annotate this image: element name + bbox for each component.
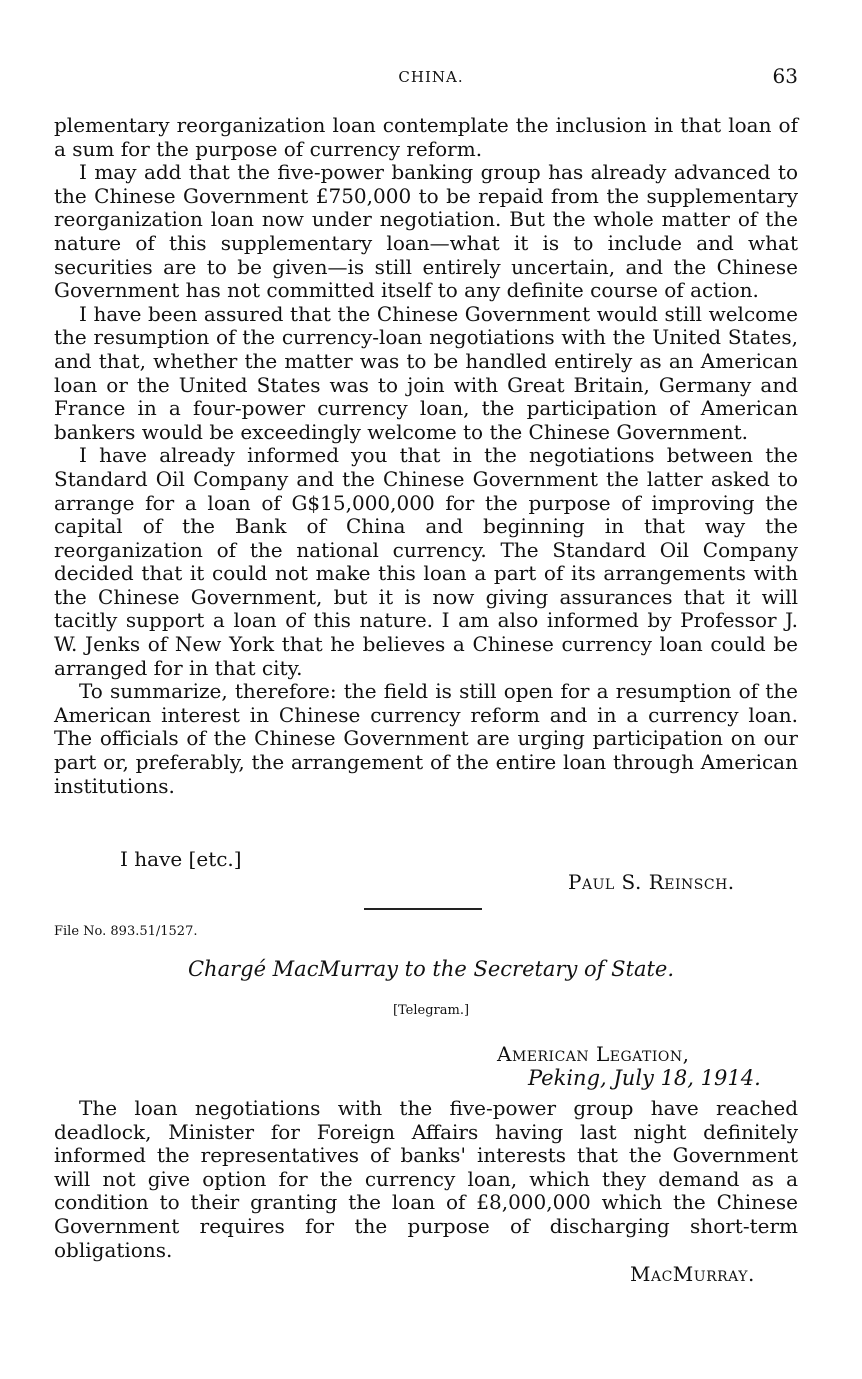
dateline-date: Peking, July 18, 1914.	[528, 1066, 761, 1090]
letter-signature: Paul S. Reinsch.	[568, 870, 735, 894]
letter-body	[54, 114, 798, 798]
letter-closing: I have [etc.]	[120, 847, 242, 871]
dateline-place: American Legation,	[497, 1042, 690, 1066]
letter-paragraph-1: plementary reorganization loan contemplate the inclusion in that loan of a sum for the purpose of currency reform.	[54, 113, 798, 161]
running-head	[0, 64, 862, 90]
file-number: File No. 893.51/1527.	[54, 924, 198, 939]
telegram-paragraph: The loan negotiations with the five-power group have reached deadlock, Minister for Foreign Affairs having last night definitely informed the representatives of banks' interests that the Government will not give option for the currency loan, which they demand as a condition to their granting the loan of £8,000,000 which the Chinese Government requires for the purpose of discharging short-term obligations.	[54, 1096, 798, 1262]
document-heading: Chargé MacMurray to the Secretary of State.	[187, 957, 675, 981]
telegram-signature: MacMurray.	[630, 1262, 755, 1286]
letter-paragraph-4: I have already informed you that in the negotiations between the Standard Oil Company and the Chinese Government the latter asked to arrange for a loan of G$15,000,000 for the purpose of improving the capital of the Bank of China and beginning in that way the reorganization of the national currency. The Standard Oil Company decided that it could not make this loan a part of its arrangements with the Chinese Government, but it is now giving assurances that it will tacitly support a loan of this nature. I am also informed by Professor J. W. Jenks of New York that he believes a Chinese currency loan could be arranged for in that city.	[54, 443, 798, 680]
section-divider	[364, 908, 482, 910]
letter-paragraph-3: I have been assured that the Chinese Government would still welcome the resumption of the currency-loan negotiations with the United States, and that, whether the matter was to be handled entirely as an American loan or the United States was to join with Great Britain, Germany and France in a four-power currency loan, the participation of American bankers would be exceedingly welcome to the Chinese Government.	[54, 301, 798, 444]
telegram-body	[54, 1097, 798, 1262]
letter-paragraph-2: I may add that the five-power banking group has already advanced to the Chinese Government £750,000 to be repaid from the supplementary reorganization loan now under negotiation. But the whole matter of the nature of this supplementary loan—what it is to include and what securities are to be given—is still entirely uncertain, and the Chinese Government has not committed itself to any definite course of action.	[54, 160, 798, 303]
letter-paragraph-5: To summarize, therefore: the field is still open for a resumption of the American interest in Chinese currency reform and in a currency loan. The officials of the Chinese Government are urging participation on our part or, preferably, the arrangement of the entire loan through American institutions.	[54, 679, 798, 798]
running-title: CHINA.	[398, 68, 464, 86]
document-type: [Telegram.]	[392, 1003, 470, 1018]
page-number: 63	[772, 64, 798, 88]
